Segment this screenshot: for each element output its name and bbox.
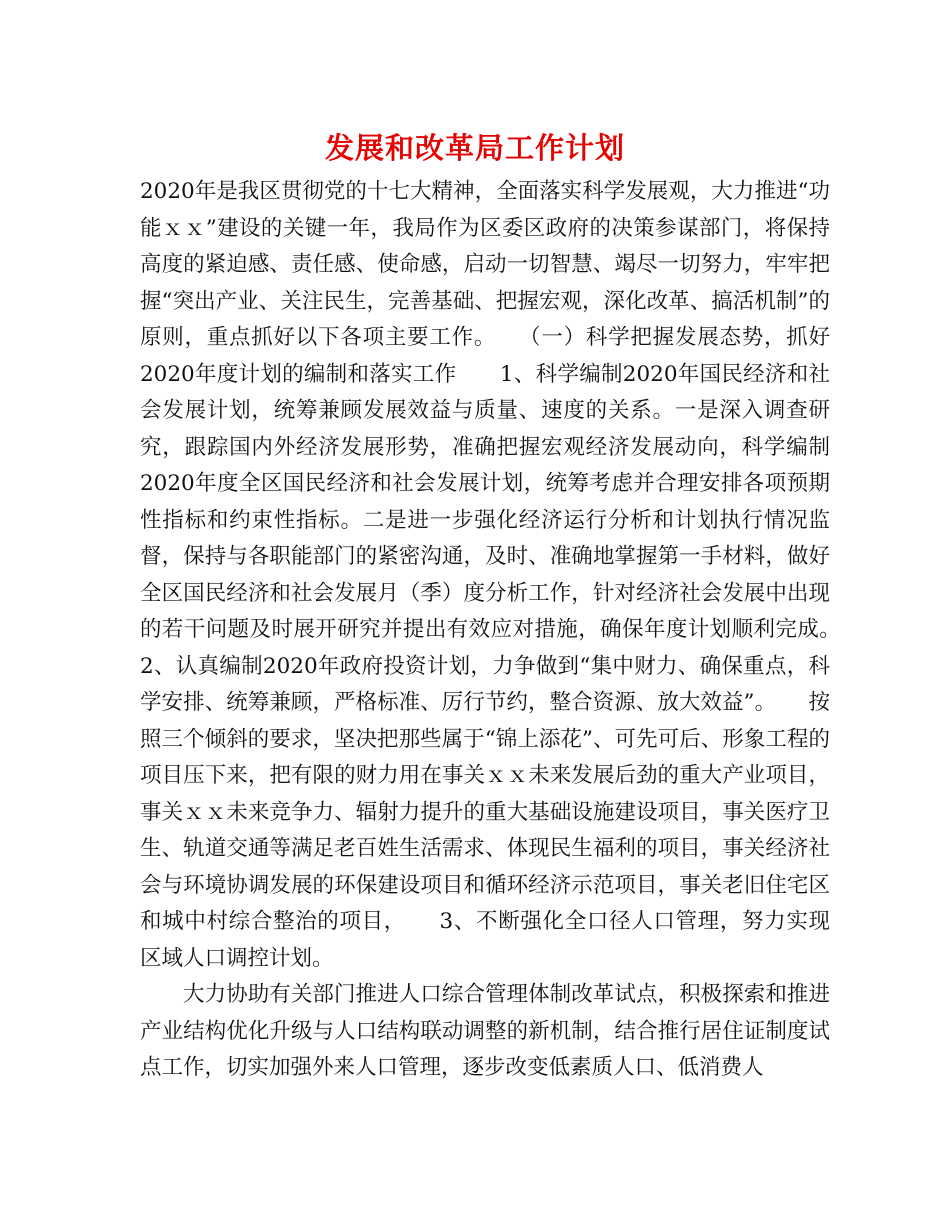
body-paragraph-1: 2020年是我区贯彻党的十七大精神，全面落实科学发展观，大力推进“功能ｘｘ”建设的关键一年，我局作为区委区政府的决策参谋部门，将保持高度的紧迫感、责任感、使命感，启动一切智慧、竭尽一切努力，牢牢把握“突出产业、关注民生，完善基础、把握宏观，深化改革、搞活机制”的原则，重点抓好以下各项主要工作。 （一）科学把握发展态势，抓好2020年度计划的编制和落实工作 1、科学编制2020年国民经济和社会发展计划，统筹兼顾发展效益与质量、速度的关系。一是深入调查研究，跟踪国内外经济发展形势，准确把握宏观经济发展动向，科学编制2020年度全区国民经济和社会发展计划，统筹考虑并合理安排各项预期性指标和约束性指标。二是进一步强化经济运行分析和计划执行情况监督，保持与各职能部门的紧密沟通，及时、准确地掌握第一手材料，做好全区国民经济和社会发展月（季）度分析工作，针对经济社会发展中出现的若干问题及时展开研究并提出有效应对措施，确保年度计划顺利完成。 2、认真编制2020年政府投资计划，力争做到“集中财力、确保重点，科学安排、统筹兼顾，严格标准、厉行节约，整合资源、放大效益”。 按照三个倾斜的要求，坚决把那些属于“锦上添花”、可先可后、形象工程的项目压下来，把有限的财力用在事关ｘｘ未来发展后劲的重大产业项目，事关ｘｘ未来竞争力、辐射力提升的重大基础设施建设项目，事关医疗卫生、轨道交通等满足老百姓生活需求、体现民生福利的项目，事关经济社会与环境协调发展的环保建设项目和循环经济示范项目，事关老旧住宅区和城中村综合整治的项目， 3、不断强化全口径人口管理，努力实现区域人口调控计划。 xyxy=(140,179,874,971)
body-paragraph-2: 大力协助有关部门推进人口综合管理体制改革试点，积极探索和推进产业结构优化升级与人口结构联动调整的新机制，结合推行居住证制度试点工作，切实加强外来人口管理，逐步改变低素质人口、低消费人 xyxy=(140,982,830,1080)
document-body xyxy=(140,174,874,1087)
document-title: 发展和改革局工作计划 xyxy=(324,131,625,165)
